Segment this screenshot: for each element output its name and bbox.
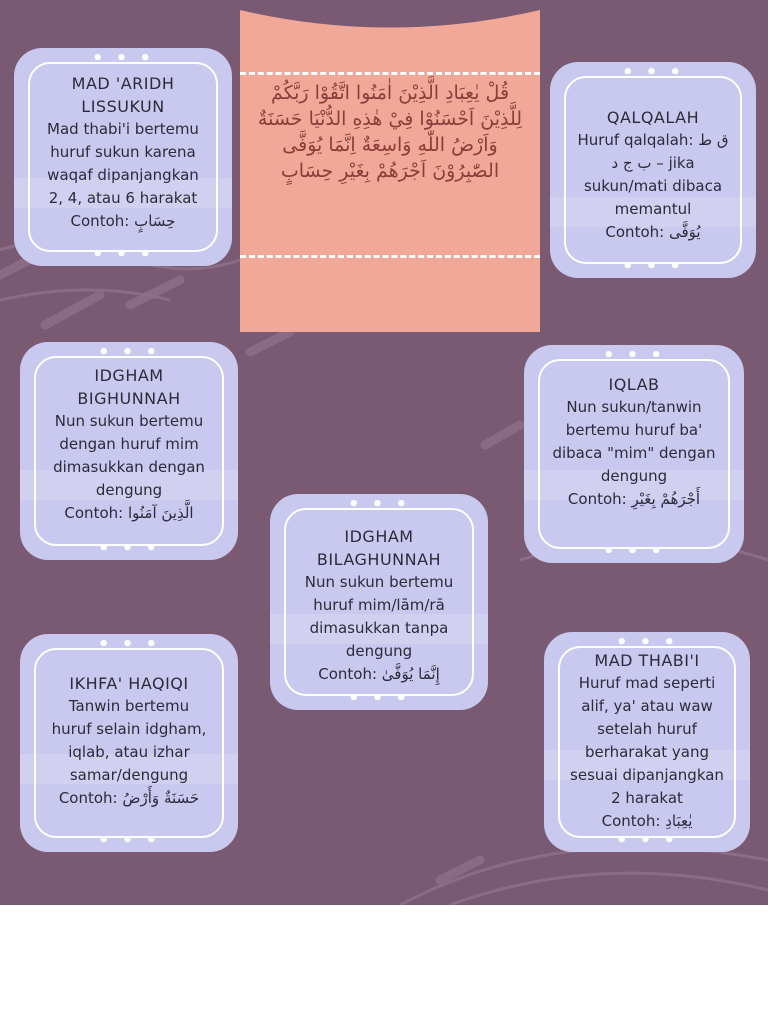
card-idgham-bilaghunnah: [270, 494, 488, 710]
card-line: Nun sukun bertemu: [54, 412, 204, 430]
dots-decoration: • • •: [602, 345, 666, 366]
example-label: Contoh:: [601, 812, 661, 830]
example-label: Contoh:: [567, 490, 627, 508]
card-line: alif, ya' atau waw: [581, 697, 713, 715]
example-label: Contoh:: [318, 665, 378, 683]
example-label: Contoh:: [605, 223, 665, 241]
card-title: BILAGHUNNAH: [316, 550, 442, 569]
card-line: sukun/mati dibaca: [583, 177, 723, 195]
banner-bottom-notch: [240, 300, 540, 332]
card-line: ب ج د – jika: [611, 154, 695, 172]
card-line: Tanwin bertemu: [68, 697, 190, 715]
card-line: Huruf qalqalah: ق ط: [577, 131, 729, 149]
dots-decoration: • • •: [97, 538, 161, 559]
example-arabic: حَسَنَةٌ وَأَرْضُ: [122, 789, 200, 807]
card-line: dibaca "mim" dengan: [552, 444, 716, 462]
card-title: MAD 'ARIDH: [71, 74, 175, 93]
dots-decoration: • • •: [347, 688, 411, 709]
example-line: [38, 502, 220, 525]
example-label: Contoh:: [64, 504, 124, 522]
card-title: QALQALAH: [606, 108, 700, 127]
example-arabic: أَجْرَهُمْ بِغَيْرِ: [631, 490, 701, 508]
card-line: dengan huruf mim: [59, 435, 199, 453]
card-line: dengung: [345, 642, 413, 660]
card-title: LISSUKUN: [81, 97, 165, 116]
dots-decoration: • • •: [621, 62, 685, 83]
card-line: dimasukkan dengan: [53, 458, 205, 476]
banner-notch: [240, 0, 540, 50]
example-line: [32, 210, 214, 233]
card-line: huruf selain idgham,: [51, 720, 207, 738]
banner-top-divider: [240, 72, 540, 75]
card-line: bertemu huruf ba': [565, 421, 703, 439]
card-line: Nun sukun/tanwin: [566, 398, 702, 416]
card-title: IDGHAM: [94, 366, 164, 385]
card-mad-aridh-lissukun: [14, 48, 232, 266]
quran-verse: قُلْ يٰعِبَادِ الَّذِيْنَ اٰمَنُوا اتَّقُوْا رَبَّكُمْ لِلَّذِيْنَ اَحْسَنُوْا فِيْ هٰذِهِ الدُّنْيَا حَسَنَةٌ وَاَرْضُ اللّٰهِ وَاسِعَةٌ اِنَّمَا يُوَفَّى الصّٰبِرُوْنَ اَجْرَهُمْ بِغَيْرِ حِسَابٍ: [257, 82, 523, 182]
dots-decoration: • • •: [602, 541, 666, 562]
dots-decoration: • • •: [615, 830, 679, 851]
dots-decoration: • • •: [91, 244, 155, 265]
card-line: setelah huruf: [597, 720, 697, 738]
card-line: samar/dengung: [69, 766, 189, 784]
dots-decoration: • • •: [621, 256, 685, 277]
card-idgham-bighunnah: [20, 342, 238, 560]
card-title: IKHFA' HAQIQI: [69, 674, 189, 693]
card-line: berharakat yang: [584, 743, 710, 761]
example-arabic: حِسَابٍ: [134, 212, 176, 230]
card-title: IQLAB: [608, 375, 660, 394]
card-line: iqlab, atau izhar: [68, 743, 190, 761]
dots-decoration: • • •: [347, 494, 411, 515]
example-arabic: يُوَفَّى: [668, 223, 701, 241]
card-line: dengung: [95, 481, 163, 499]
card-title: MAD THABI'I: [594, 651, 700, 670]
card-line: huruf mim/lām/rā: [313, 596, 445, 614]
card-line: waqaf dipanjangkan: [47, 166, 199, 184]
example-arabic: إِنَّمَا يُوَفَّىٰ: [381, 665, 440, 683]
card-line: 2, 4, atau 6 harakat: [48, 189, 198, 207]
card-line: sesuai dipanjangkan: [570, 766, 724, 784]
example-label: Contoh:: [58, 789, 118, 807]
card-line: Mad thabi'i bertemu: [47, 120, 199, 138]
example-label: Contoh:: [70, 212, 130, 230]
dots-decoration: • • •: [97, 342, 161, 363]
card-qalqalah: [550, 62, 756, 278]
card-line: huruf sukun karena: [50, 143, 196, 161]
banner-bottom-divider: [240, 255, 540, 258]
card-ikhfa-haqiqi: [20, 634, 238, 852]
example-line: [538, 488, 730, 511]
card-line: Huruf mad seperti: [578, 674, 716, 692]
dots-decoration: • • •: [97, 634, 161, 655]
card-line: Nun sukun bertemu: [304, 573, 454, 591]
example-arabic: الَّذِينَ آمَنُوا: [127, 504, 194, 522]
card-title: BIGHUNNAH: [77, 389, 181, 408]
dots-decoration: • • •: [97, 830, 161, 851]
card-title: IDGHAM: [344, 527, 414, 546]
dots-decoration: • • •: [615, 632, 679, 653]
example-line: [556, 810, 738, 833]
card-mad-thabii: [544, 632, 750, 852]
card-line: dengung: [600, 467, 668, 485]
example-line: [288, 663, 470, 686]
example-line: [564, 221, 742, 244]
card-line: dimasukkan tanpa: [309, 619, 449, 637]
card-line: memantul: [614, 200, 692, 218]
card-line: 2 harakat: [611, 789, 683, 807]
example-line: [38, 787, 220, 810]
card-iqlab: [524, 345, 744, 563]
example-arabic: يٰعِبَادِ: [665, 812, 693, 830]
dots-decoration: • • •: [91, 48, 155, 69]
